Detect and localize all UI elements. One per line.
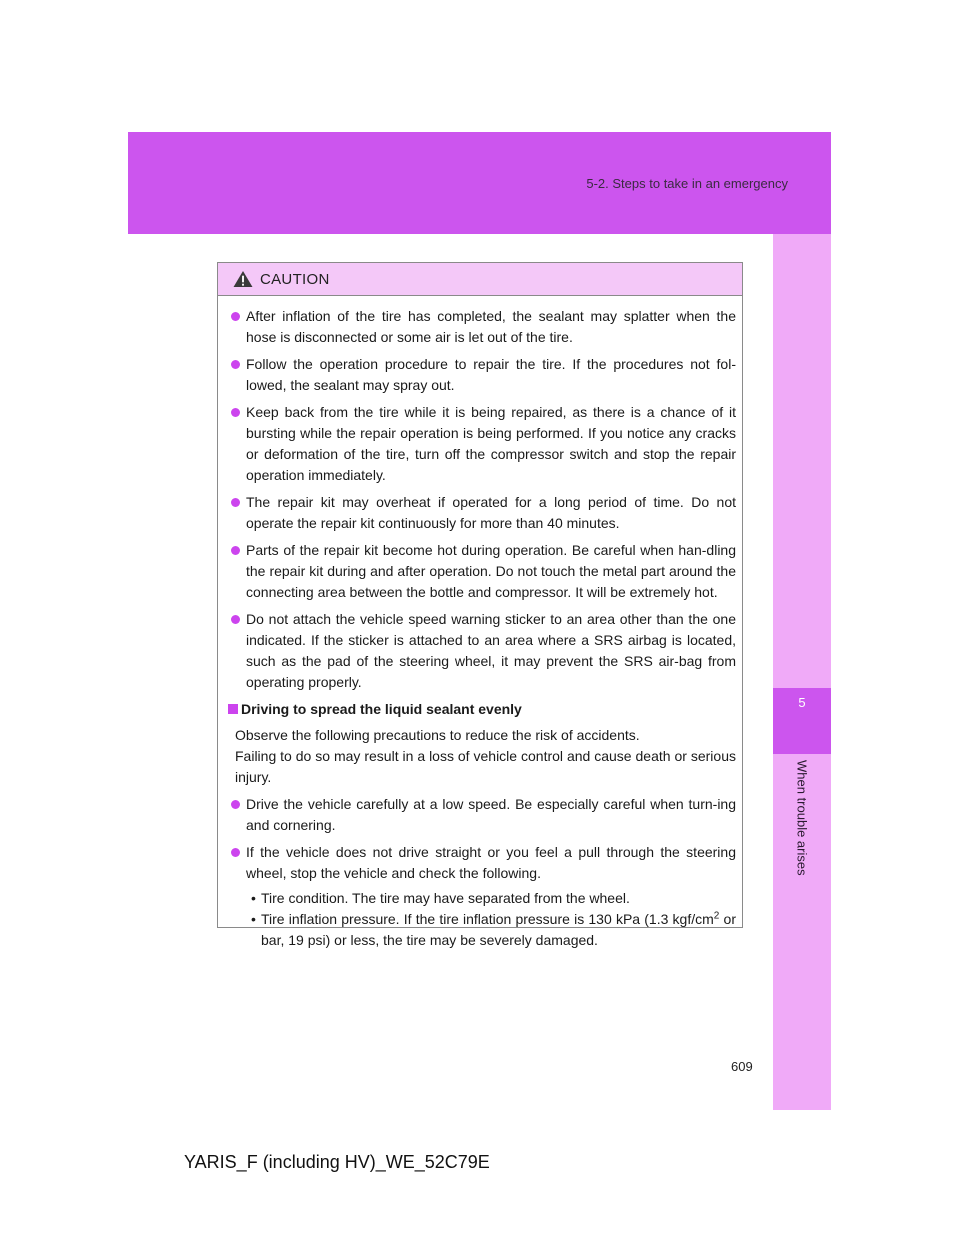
footer-code: YARIS_F (including HV)_WE_52C79E: [184, 1152, 490, 1172]
page-number: 609: [731, 1059, 753, 1074]
caution-box: [217, 262, 743, 948]
caution-header: [218, 263, 742, 296]
caution-bullet: The repair kit may overheat if operated for a long period of time. Do not operate the repair kit continuously for more than 40 minutes.: [224, 492, 736, 534]
paragraph: Failing to do so may result in a loss of vehicle control and cause death or serious injury.: [235, 748, 736, 785]
side-tab-strip: [773, 234, 831, 1110]
section-title: 5-2. Steps to take in an emergency: [586, 176, 788, 191]
header-band: [128, 132, 831, 234]
chapter-label: When trouble arises: [794, 760, 810, 876]
caution-bullet: Parts of the repair kit become hot during operation. Be careful when han-dling the repair kit during and after operation. Do not touch the metal part around the connecting area between the bottle and compressor. It will be extremely hot.: [224, 540, 736, 603]
paragraph: Observe the following precautions to reduce the risk of accidents.: [235, 727, 640, 743]
sub-list-item: • Tire condition. The tire may have separated from the wheel.: [251, 888, 736, 909]
caution-bullet: Keep back from the tire while it is being repaired, as there is a chance of it bursting while the repair operation is being performed. If you notice any cracks or deformation of the tire, turn off the compressor switch and stop the repair operation immediately.: [224, 402, 736, 486]
sub-list: [224, 888, 736, 951]
warning-triangle-icon: [232, 270, 254, 288]
caution-bullet: Do not attach the vehicle speed warning sticker to an area other than the one indicated. If the sticker is attached to an area where a SRS airbag is located, such as the pad of the steering wheel, it may prevent the SRS air-bag from operating properly.: [224, 609, 736, 693]
caution-bullet: After inflation of the tire has completed, the sealant may splatter when the hose is disconnected or some air is let out of the tire.: [224, 306, 736, 348]
caution-title: CAUTION: [260, 270, 330, 288]
caution-bullet: If the vehicle does not drive straight or you feel a pull through the steering wheel, stop the vehicle and check the following.: [224, 842, 736, 884]
caution-bullet: Follow the operation procedure to repair the tire. If the procedures not fol-lowed, the sealant may spray out.: [224, 354, 736, 396]
sub-list-item: • Tire inflation pressure. If the tire inflation pressure is 130 kPa (1.3 kgf/$cm^2$ or bar, 19 psi) or less, the tire may be severely damaged.: [251, 909, 736, 951]
caution-bullet: Drive the vehicle carefully at a low speed. Be especially careful when turn-ing and cornering.: [224, 794, 736, 836]
chapter-number-tab: 5: [773, 688, 831, 754]
caution-body: [218, 296, 742, 951]
section-heading: Driving to spread the liquid sealant evenly: [224, 699, 736, 720]
chapter-label-tab: [773, 760, 831, 900]
